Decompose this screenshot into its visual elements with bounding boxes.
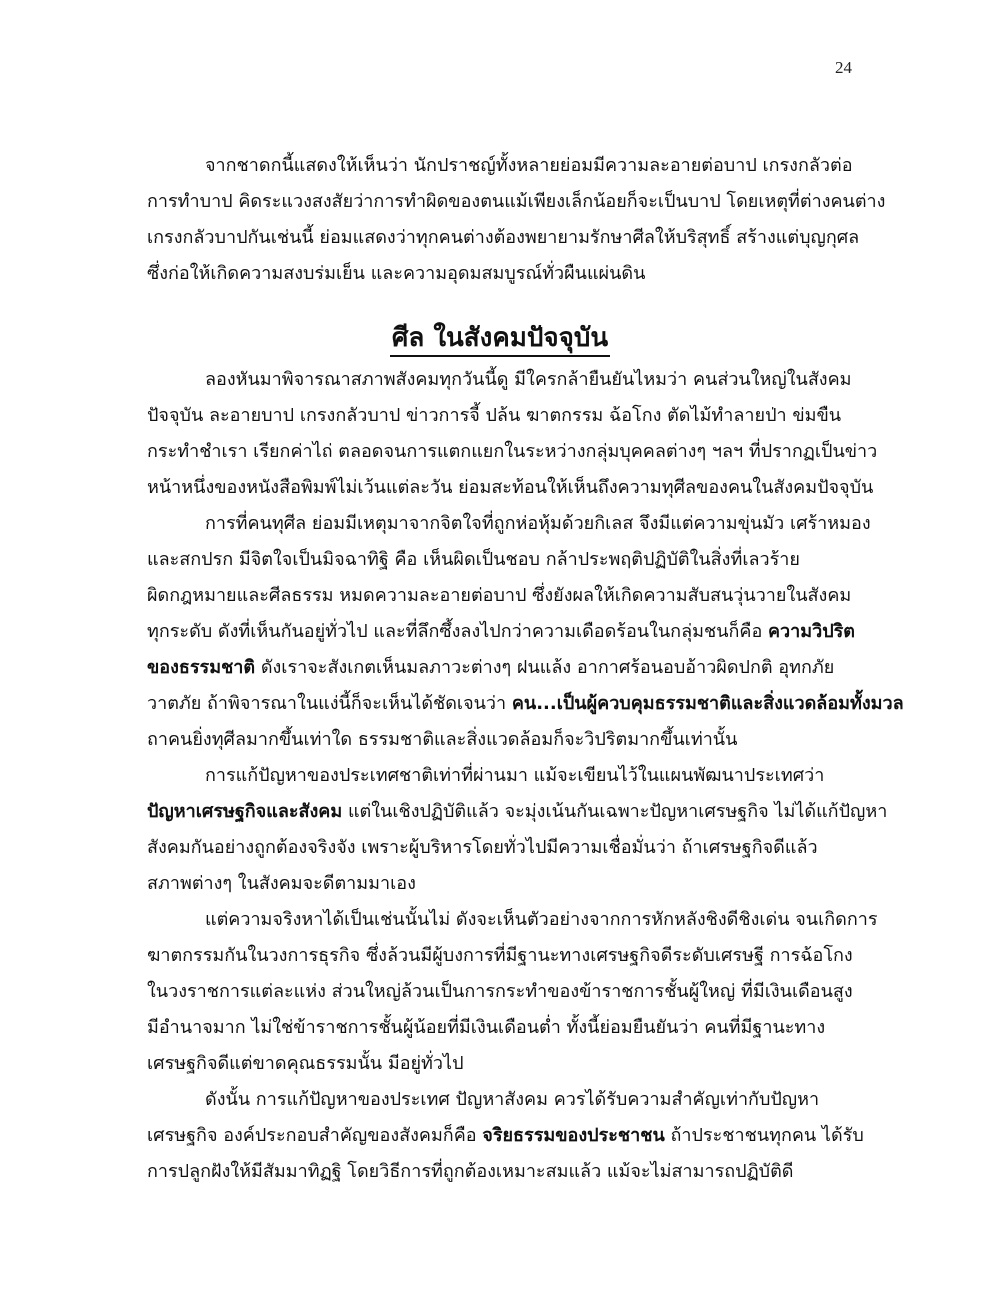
emphasis-text: ความวิปริต: [767, 621, 855, 642]
text-line: การปลูกฝังให้มีสัมมาทิฏฐิ โดยวิธีการที่ถูกต้องเหมาะสมแล้ว แม้จะไม่สามารถปฏิบัติดี: [147, 1161, 794, 1182]
text-line: ฆาตกรรมกันในวงการธุรกิจ ซึ่งล้วนมีผู้บงการที่มีฐานะทางเศรษฐกิจดีระดับเศรษฐี การฉ้อโกง: [147, 945, 853, 966]
text-line: ปัจจุบัน ละอายบาป เกรงกลัวบาป ข่าวการจี้ ปล้น ฆาตกรรม ฉ้อโกง ตัดไม้ทำลายป่า ข่มขืน: [147, 405, 842, 426]
text-line: เกรงกลัวบาปกันเช่นนี้ ย่อมแสดงว่าทุกคนต่างต้องพยายามรักษาศีลให้บริสุทธิ์ สร้างแต่บุญกุศล: [147, 227, 860, 248]
paragraph-1: [147, 148, 886, 292]
emphasis-text: ของธรรมชาติ: [147, 657, 256, 678]
text-line: แต่ความจริงหาได้เป็นเช่นนั้นไม่ ดังจะเห็นตัวอย่างจากการหักหลังชิงดีชิงเด่น จนเกิดการ: [205, 909, 878, 930]
text-line: สังคมกันอย่างถูกต้องจริงจัง เพราะผู้บริหารโดยทั่วไปมีความเชื่อมั่นว่า ถ้าเศรษฐกิจดีแล้ว: [147, 837, 818, 858]
text-line: ในวงราชการแต่ละแห่ง ส่วนใหญ่ล้วนเป็นการกระทำของข้าราชการชั้นผู้ใหญ่ ที่มีเงินเดือนสูง: [147, 981, 853, 1002]
text-line: เศรษฐกิจดีแต่ขาดคุณธรรมนั้น มีอยู่ทั่วไป: [147, 1053, 464, 1074]
paragraph-5: [147, 902, 878, 1082]
text-line: ซึ่งก่อให้เกิดความสงบร่มเย็น และความอุดมสมบูรณ์ทั่วผืนแผ่นดิน: [147, 263, 646, 284]
text-line: กระทำชำเรา เรียกค่าไถ่ ตลอดจนการแตกแยกในระหว่างกลุ่มบุคคลต่างๆ ฯลฯ ที่ปรากฏเป็นข่าว: [147, 441, 878, 462]
page-number: 24: [835, 58, 852, 77]
paragraph-4: [147, 758, 888, 902]
paragraph-6: [147, 1082, 864, 1190]
section-heading: [147, 316, 853, 362]
text-line: ผิดกฎหมายและศีลธรรม หมดความละอายต่อบาป ซึ่งยังผลให้เกิดความสับสนวุ่นวายในสังคม: [147, 585, 852, 606]
text-run: แต่ในเชิงปฏิบัติแล้ว จะมุ่งเน้นกันเฉพาะปัญหาเศรษฐกิจ ไม่ได้แก้ปัญหา: [342, 801, 888, 822]
text-line: การที่คนทุศีล ย่อมมีเหตุมาจากจิตใจที่ถูกห่อหุ้มด้วยกิเลส จึงมีแต่ความขุ่นมัว เศร้าหมอง: [205, 513, 871, 534]
text-line: จากชาดกนี้แสดงให้เห็นว่า นักปราชญ์ทั้งหลายย่อมมีความละอายต่อบาป เกรงกลัวต่อ: [205, 155, 853, 176]
emphasis-text: ปัญหาเศรษฐกิจและสังคม: [147, 801, 343, 822]
paragraph-3: [147, 506, 904, 758]
text-run: วาตภัย ถ้าพิจารณาในแง่นี้ก็จะเห็นได้ชัดเจนว่า: [147, 693, 512, 714]
text-line: ถาคนยิ่งทุศีลมากขึ้นเท่าใด ธรรมชาติและสิ่งแวดล้อมก็จะวิปริตมากขึ้นเท่านั้น: [147, 729, 738, 750]
paragraph-2: [147, 362, 878, 506]
text-line: การแก้ปัญหาของประเทศชาติเท่าที่ผ่านมา แม้จะเขียนไว้ในแผนพัฒนาประเทศว่า: [205, 765, 825, 786]
text-line: [147, 686, 904, 722]
text-run: ถ้าประชาชนทุกคน ได้รับ: [664, 1125, 864, 1146]
text-run: เศรษฐกิจ องค์ประกอบสำคัญของสังคมก็คือ: [147, 1125, 483, 1146]
text-line: [147, 614, 853, 650]
text-line: [147, 650, 853, 686]
text-run: ทุกระดับ ดังที่เห็นกันอยู่ทั่วไป และที่ลึกซึ้งลงไปกว่าความเดือดร้อนในกลุ่มชนก็คือ: [147, 621, 768, 642]
text-line: หน้าหนึ่งของหนังสือพิมพ์ไม่เว้นแต่ละวัน ย่อมสะท้อนให้เห็นถึงความทุศีลของคนในสังคมปัจจุบัน: [147, 477, 874, 498]
emphasis-text: จริยธรรมของประชาชน: [482, 1125, 665, 1146]
text-line: มีอำนาจมาก ไม่ใช่ข้าราชการชั้นผู้น้อยที่มีเงินเดือนต่ำ ทั้งนี้ย่อมยืนยันว่า คนที่มีฐานะทาง: [147, 1017, 826, 1038]
text-run: ดังเราจะสังเกตเห็นมลภาวะต่างๆ ฝนแล้ง อากาศร้อนอบอ้าวผิดปกติ อุทกภัย: [255, 657, 835, 678]
text-line: และสกปรก มีจิตใจเป็นมิจฉาทิฐิ คือ เห็นผิดเป็นชอบ กล้าประพฤติปฏิบัติในสิ่งที่เลวร้าย: [147, 549, 800, 570]
text-line: [147, 794, 888, 830]
text-line: สภาพต่างๆ ในสังคมจะดีตามมาเอง: [147, 873, 416, 894]
document-body: [147, 148, 904, 1190]
text-line: ดังนั้น การแก้ปัญหาของประเทศ ปัญหาสังคม ควรได้รับความสำคัญเท่ากับปัญหา: [205, 1089, 820, 1110]
text-line: [147, 1118, 864, 1154]
text-line: ลองหันมาพิจารณาสภาพสังคมทุกวันนี้ดู มีใครกล้ายืนยันไหมว่า คนส่วนใหญ่ในสังคม: [205, 369, 852, 390]
section-heading-text: ศีล ในสังคมปัจจุบัน: [390, 323, 610, 357]
emphasis-text: คน...เป็นผู้ควบคุมธรรมชาติและสิ่งแวดล้อมทั้งมวล: [511, 693, 904, 714]
text-line: การทำบาป คิดระแวงสงสัยว่าการทำผิดของตนแม้เพียงเล็กน้อยก็จะเป็นบาป โดยเหตุที่ต่างคนต่าง: [147, 191, 886, 212]
